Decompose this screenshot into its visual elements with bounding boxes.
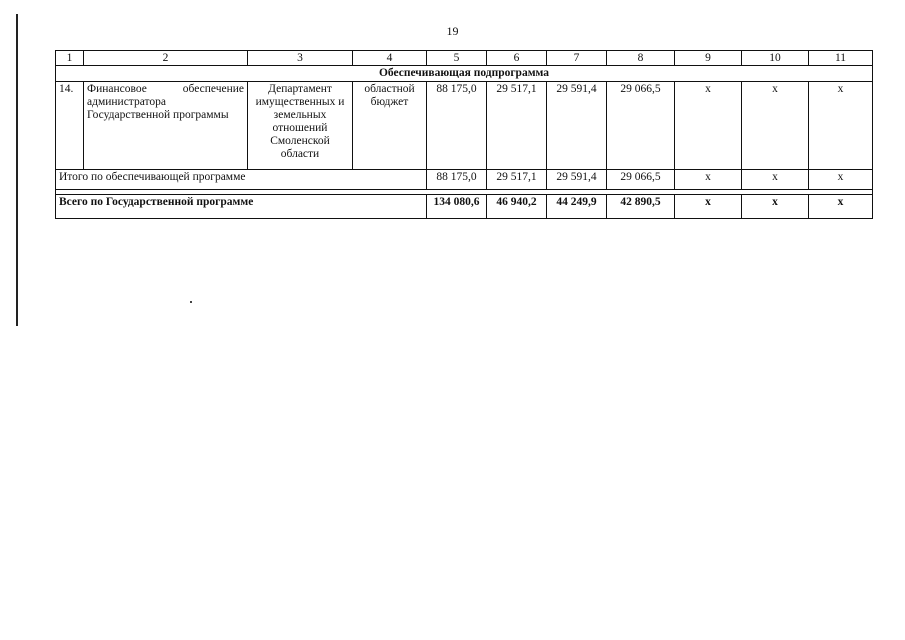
subtotal-value-11: x: [809, 170, 873, 190]
total-value-10: x: [742, 195, 809, 219]
row-value-8: 29 066,5: [607, 82, 675, 170]
row-source: областной бюджет: [353, 82, 427, 170]
col-header: 9: [675, 51, 742, 66]
total-value-7: 44 249,9: [547, 195, 607, 219]
col-header: 2: [84, 51, 248, 66]
total-row: [56, 195, 873, 219]
col-header: 11: [809, 51, 873, 66]
total-value-5: 134 080,6: [427, 195, 487, 219]
row-value-9: x: [675, 82, 742, 170]
subtotal-value-6: 29 517,1: [487, 170, 547, 190]
page-number: 19: [446, 24, 459, 38]
col-header: 1: [56, 51, 84, 66]
row-value-5: 88 175,0: [427, 82, 487, 170]
subtotal-label: Итого по обеспечивающей программе: [56, 170, 427, 190]
table-row: [56, 82, 873, 170]
row-value-7: 29 591,4: [547, 82, 607, 170]
total-value-6: 46 940,2: [487, 195, 547, 219]
col-header: 5: [427, 51, 487, 66]
column-number-row: [56, 51, 873, 66]
row-value-11: x: [809, 82, 873, 170]
col-header: 7: [547, 51, 607, 66]
budget-table: [55, 50, 873, 219]
total-value-9: x: [675, 195, 742, 219]
margin-line: [16, 14, 18, 326]
col-header: 10: [742, 51, 809, 66]
subtotal-value-10: x: [742, 170, 809, 190]
scan-speck: [190, 301, 192, 303]
subtotal-row: [56, 170, 873, 190]
col-header: 4: [353, 51, 427, 66]
section-title: Обеспечивающая подпрограмма: [56, 66, 873, 82]
row-name: Финансовое обеспечение администратора Государственной программы: [84, 82, 248, 170]
col-header: 6: [487, 51, 547, 66]
subtotal-value-5: 88 175,0: [427, 170, 487, 190]
total-label: Всего по Государственной программе: [56, 195, 427, 219]
total-value-11: x: [809, 195, 873, 219]
total-value-8: 42 890,5: [607, 195, 675, 219]
section-row: [56, 66, 873, 82]
row-index: 14.: [56, 82, 84, 170]
subtotal-value-7: 29 591,4: [547, 170, 607, 190]
subtotal-value-8: 29 066,5: [607, 170, 675, 190]
row-value-6: 29 517,1: [487, 82, 547, 170]
col-header: 8: [607, 51, 675, 66]
subtotal-value-9: x: [675, 170, 742, 190]
row-value-10: x: [742, 82, 809, 170]
col-header: 3: [248, 51, 353, 66]
row-executor: Департамент имущественных и земельных отношений Смоленской области: [248, 82, 353, 170]
